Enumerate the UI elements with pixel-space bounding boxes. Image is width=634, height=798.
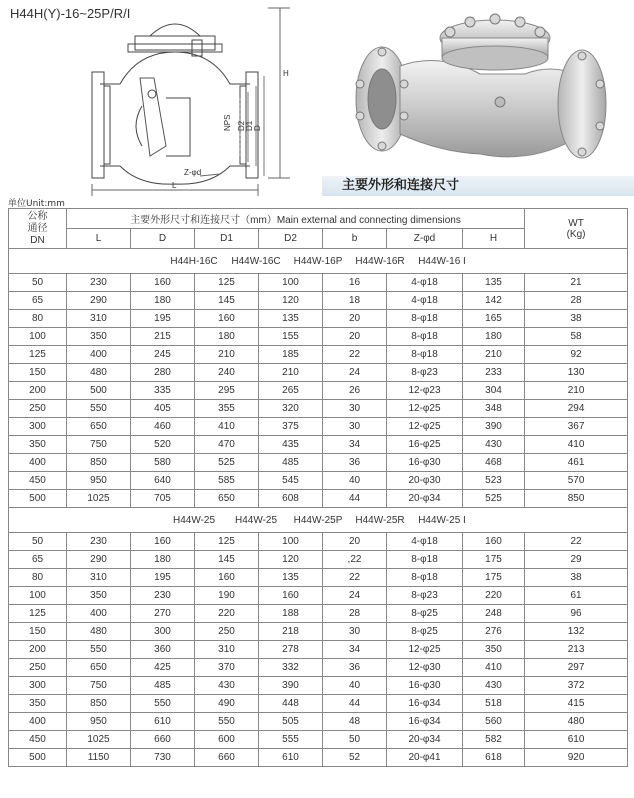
table-cell: 12-φ25	[387, 641, 463, 659]
table-cell: 8-φ18	[387, 569, 463, 587]
table-cell: 250	[9, 400, 67, 418]
table-cell: 545	[259, 472, 323, 490]
table-cell: 280	[131, 364, 195, 382]
table-cell: 304	[463, 382, 525, 400]
table-cell: 660	[195, 749, 259, 767]
table-cell: 390	[463, 418, 525, 436]
table-cell: 165	[463, 310, 525, 328]
table-cell: 44	[323, 490, 387, 508]
table-cell: 22	[323, 569, 387, 587]
table-cell: 96	[525, 605, 628, 623]
table-row	[9, 605, 628, 623]
table-cell: 36	[323, 659, 387, 677]
table-cell: 135	[259, 310, 323, 328]
table-cell: 500	[67, 382, 131, 400]
table-cell: 240	[195, 364, 259, 382]
table-cell: 448	[259, 695, 323, 713]
table-cell: 135	[463, 274, 525, 292]
table-cell: 523	[463, 472, 525, 490]
table-cell: 8-φ23	[387, 364, 463, 382]
table-cell: 400	[9, 454, 67, 472]
table-row	[9, 551, 628, 569]
table-cell: 430	[463, 436, 525, 454]
table-cell: 50	[9, 533, 67, 551]
table-cell: 485	[131, 677, 195, 695]
table-cell: 125	[195, 533, 259, 551]
table-cell: 16-φ30	[387, 677, 463, 695]
model-label: H44H-16C	[170, 255, 218, 267]
table-row	[9, 695, 628, 713]
table-cell: 18	[323, 292, 387, 310]
table-cell: 160	[131, 274, 195, 292]
col-header-h: H	[463, 229, 525, 249]
table-cell: 461	[525, 454, 628, 472]
table-cell: 175	[463, 551, 525, 569]
table-cell: 350	[463, 641, 525, 659]
dn-header: 公称 通径 DN	[9, 209, 67, 249]
table-cell: 160	[131, 533, 195, 551]
table-cell: 505	[259, 713, 323, 731]
model-group-cell	[9, 249, 628, 274]
table-cell: 450	[9, 472, 67, 490]
table-cell: 160	[463, 533, 525, 551]
table-cell: 16-φ34	[387, 695, 463, 713]
table-cell: 500	[9, 490, 67, 508]
table-cell: 100	[259, 533, 323, 551]
unit-label: 单位Unit:mm	[8, 199, 65, 209]
table-cell: 142	[463, 292, 525, 310]
table-cell: 350	[9, 695, 67, 713]
table-cell: 24	[323, 587, 387, 605]
table-cell: 410	[525, 436, 628, 454]
table-cell: 430	[463, 677, 525, 695]
table-cell: 300	[131, 623, 195, 641]
table-cell: 40	[323, 677, 387, 695]
table-cell: 468	[463, 454, 525, 472]
table-cell: 8-φ18	[387, 328, 463, 346]
table-cell: 950	[67, 472, 131, 490]
table-cell: 582	[463, 731, 525, 749]
table-cell: 570	[525, 472, 628, 490]
table-row	[9, 436, 628, 454]
table-cell: 65	[9, 292, 67, 310]
model-label: H44W-25R	[355, 514, 405, 526]
table-cell: 610	[259, 749, 323, 767]
table-cell: 485	[259, 454, 323, 472]
table-cell: 20	[323, 328, 387, 346]
table-cell: 20-φ34	[387, 731, 463, 749]
table-cell: 22	[323, 346, 387, 364]
table-cell: 20-φ41	[387, 749, 463, 767]
table-row	[9, 346, 628, 364]
weight-header: WT (Kg)	[525, 209, 628, 249]
model-label: H44W-25 I	[418, 514, 466, 526]
table-cell: 435	[259, 436, 323, 454]
table-cell: 215	[131, 328, 195, 346]
table-cell: 21	[525, 274, 628, 292]
table-cell: 425	[131, 659, 195, 677]
table-cell: 230	[67, 274, 131, 292]
table-cell: 125	[9, 605, 67, 623]
table-row	[9, 400, 628, 418]
table-cell: 618	[463, 749, 525, 767]
table-cell: 28	[323, 605, 387, 623]
table-row	[9, 623, 628, 641]
table-cell: 660	[131, 731, 195, 749]
table-cell: 188	[259, 605, 323, 623]
table-cell: 550	[67, 641, 131, 659]
table-cell: 210	[259, 364, 323, 382]
table-cell: 58	[525, 328, 628, 346]
table-cell: 8-φ23	[387, 587, 463, 605]
table-cell: 20-φ30	[387, 472, 463, 490]
table-cell: 320	[259, 400, 323, 418]
model-label: H44W-25P	[293, 514, 343, 526]
table-cell: 300	[9, 418, 67, 436]
table-cell: 20-φ34	[387, 490, 463, 508]
table-cell: 34	[323, 641, 387, 659]
table-cell: 40	[323, 472, 387, 490]
dim-label-l: L	[172, 181, 177, 190]
valve-section-drawing	[80, 6, 320, 196]
table-row	[9, 454, 628, 472]
table-cell: 560	[463, 713, 525, 731]
col-header-d2: D2	[259, 229, 323, 249]
table-cell: 34	[323, 436, 387, 454]
table-cell: 218	[259, 623, 323, 641]
table-cell: 348	[463, 400, 525, 418]
table-cell: 372	[525, 677, 628, 695]
table-cell: 180	[131, 551, 195, 569]
table-cell: 300	[9, 677, 67, 695]
dim-label-d1: D1	[245, 120, 254, 131]
table-cell: 160	[195, 569, 259, 587]
table-cell: 16	[323, 274, 387, 292]
table-cell: 155	[259, 328, 323, 346]
table-cell: 8-φ25	[387, 623, 463, 641]
table-row	[9, 677, 628, 695]
table-cell: 48	[323, 713, 387, 731]
table-row	[9, 749, 628, 767]
table-cell: 38	[525, 569, 628, 587]
table-cell: 160	[195, 310, 259, 328]
table-cell: 920	[525, 749, 628, 767]
table-cell: 750	[67, 677, 131, 695]
table-cell: 28	[525, 292, 628, 310]
table-cell: 310	[195, 641, 259, 659]
table-cell: 4-φ18	[387, 292, 463, 310]
table-cell: 175	[463, 569, 525, 587]
table-cell: 355	[195, 400, 259, 418]
table-cell: 270	[131, 605, 195, 623]
table-cell: 335	[131, 382, 195, 400]
table-cell: 220	[463, 587, 525, 605]
table-cell: 250	[195, 623, 259, 641]
table-cell: 350	[67, 328, 131, 346]
table-row	[9, 713, 628, 731]
model-group-cell	[9, 508, 628, 533]
table-cell: 400	[67, 605, 131, 623]
model-label: H44W-25	[234, 514, 278, 526]
dim-label-d: D	[253, 125, 262, 131]
table-cell: 525	[463, 490, 525, 508]
model-label: H44W-25	[172, 514, 216, 526]
table-cell: 450	[9, 731, 67, 749]
table-cell: 12-φ23	[387, 382, 463, 400]
table-cell: 233	[463, 364, 525, 382]
table-cell: 730	[131, 749, 195, 767]
table-cell: 210	[525, 382, 628, 400]
col-header-z-d: Z-φd	[387, 229, 463, 249]
table-cell: 610	[131, 713, 195, 731]
table-cell: 92	[525, 346, 628, 364]
model-group-row	[9, 249, 628, 274]
table-cell: 50	[323, 731, 387, 749]
table-cell: 50	[9, 274, 67, 292]
table-cell: 210	[195, 346, 259, 364]
table-cell: 145	[195, 292, 259, 310]
table-cell: 1150	[67, 749, 131, 767]
table-cell: 410	[463, 659, 525, 677]
col-header-d1: D1	[195, 229, 259, 249]
table-cell: 555	[259, 731, 323, 749]
table-cell: 16-φ34	[387, 713, 463, 731]
dimension-table	[8, 208, 628, 767]
table-cell: 160	[259, 587, 323, 605]
table-cell: 850	[67, 454, 131, 472]
model-label: H44W-16 I	[418, 255, 466, 267]
table-cell: 80	[9, 569, 67, 587]
table-cell: 20	[323, 533, 387, 551]
table-cell: 8-φ18	[387, 551, 463, 569]
table-cell: 250	[9, 659, 67, 677]
table-cell: 490	[195, 695, 259, 713]
table-cell: 518	[463, 695, 525, 713]
table-row	[9, 292, 628, 310]
table-cell: 20	[323, 310, 387, 328]
table-cell: 400	[9, 713, 67, 731]
dim-label-h: H	[283, 69, 289, 78]
table-cell: 8-φ25	[387, 605, 463, 623]
table-cell: 295	[195, 382, 259, 400]
dimensions-caption: 主要外形和连接尺寸	[322, 176, 634, 196]
table-cell: 230	[67, 533, 131, 551]
model-label: H44W-16R	[355, 255, 405, 267]
col-header-d: D	[131, 229, 195, 249]
table-cell: 248	[463, 605, 525, 623]
table-cell: 80	[9, 310, 67, 328]
table-cell: 400	[67, 346, 131, 364]
table-row	[9, 472, 628, 490]
col-header-l: L	[67, 229, 131, 249]
table-cell: ,22	[323, 551, 387, 569]
table-row	[9, 418, 628, 436]
table-row	[9, 533, 628, 551]
table-cell: 550	[131, 695, 195, 713]
table-cell: 1025	[67, 731, 131, 749]
table-cell: 150	[9, 364, 67, 382]
table-cell: 200	[9, 641, 67, 659]
table-cell: 12-φ30	[387, 659, 463, 677]
table-cell: 230	[131, 587, 195, 605]
table-cell: 430	[195, 677, 259, 695]
table-cell: 470	[195, 436, 259, 454]
table-cell: 480	[525, 713, 628, 731]
table-cell: 44	[323, 695, 387, 713]
table-cell: 245	[131, 346, 195, 364]
table-cell: 310	[67, 310, 131, 328]
table-row	[9, 490, 628, 508]
table-cell: 480	[67, 623, 131, 641]
product-model-title: H44H(Y)-16~25P/R/I	[10, 6, 131, 21]
table-cell: 30	[323, 400, 387, 418]
table-cell: 120	[259, 551, 323, 569]
table-cell: 332	[259, 659, 323, 677]
table-cell: 520	[131, 436, 195, 454]
table-row	[9, 382, 628, 400]
table-cell: 290	[67, 292, 131, 310]
table-cell: 650	[195, 490, 259, 508]
table-cell: 132	[525, 623, 628, 641]
table-cell: 22	[525, 533, 628, 551]
table-cell: 650	[67, 418, 131, 436]
table-cell: 4-φ18	[387, 533, 463, 551]
model-label: H44W-16C	[231, 255, 281, 267]
table-cell: 500	[9, 749, 67, 767]
table-cell: 180	[463, 328, 525, 346]
table-cell: 180	[195, 328, 259, 346]
table-cell: 367	[525, 418, 628, 436]
table-cell: 600	[195, 731, 259, 749]
table-cell: 850	[525, 490, 628, 508]
table-cell: 950	[67, 713, 131, 731]
table-cell: 26	[323, 382, 387, 400]
main-dimensions-header: 主要外形尺寸和连接尺寸（mm）Main external and connecting dimensions	[67, 209, 525, 229]
table-cell: 185	[259, 346, 323, 364]
table-cell: 294	[525, 400, 628, 418]
table-cell: 276	[463, 623, 525, 641]
table-cell: 125	[195, 274, 259, 292]
table-cell: 65	[9, 551, 67, 569]
table-cell: 24	[323, 364, 387, 382]
table-cell: 100	[9, 587, 67, 605]
table-cell: 16-φ25	[387, 436, 463, 454]
dim-label-nps: NPS	[223, 114, 232, 131]
table-row	[9, 328, 628, 346]
table-cell: 610	[525, 731, 628, 749]
table-cell: 390	[259, 677, 323, 695]
model-label: H44W-16P	[293, 255, 343, 267]
table-cell: 16-φ30	[387, 454, 463, 472]
table-cell: 370	[195, 659, 259, 677]
col-header-b: b	[323, 229, 387, 249]
table-cell: 550	[67, 400, 131, 418]
table-cell: 8-φ18	[387, 310, 463, 328]
table-cell: 100	[9, 328, 67, 346]
table-cell: 290	[67, 551, 131, 569]
table-cell: 200	[9, 382, 67, 400]
model-group-row	[9, 508, 628, 533]
table-cell: 220	[195, 605, 259, 623]
table-cell: 405	[131, 400, 195, 418]
table-cell: 415	[525, 695, 628, 713]
table-cell: 125	[9, 346, 67, 364]
table-cell: 30	[323, 623, 387, 641]
table-cell: 480	[67, 364, 131, 382]
table-row	[9, 587, 628, 605]
table-cell: 213	[525, 641, 628, 659]
table-cell: 61	[525, 587, 628, 605]
valve-product-photo	[350, 4, 620, 174]
table-row	[9, 310, 628, 328]
table-cell: 1025	[67, 490, 131, 508]
table-cell: 750	[67, 436, 131, 454]
table-cell: 8-φ18	[387, 346, 463, 364]
table-cell: 36	[323, 454, 387, 472]
table-cell: 350	[67, 587, 131, 605]
table-cell: 38	[525, 310, 628, 328]
table-cell: 195	[131, 569, 195, 587]
table-cell: 525	[195, 454, 259, 472]
dim-label-z: Z-φd	[184, 168, 202, 177]
table-cell: 278	[259, 641, 323, 659]
table-cell: 4-φ18	[387, 274, 463, 292]
table-cell: 12-φ25	[387, 418, 463, 436]
table-row	[9, 731, 628, 749]
table-cell: 265	[259, 382, 323, 400]
table-cell: 190	[195, 587, 259, 605]
table-cell: 145	[195, 551, 259, 569]
table-row	[9, 641, 628, 659]
table-cell: 180	[131, 292, 195, 310]
table-cell: 608	[259, 490, 323, 508]
table-row	[9, 569, 628, 587]
table-cell: 130	[525, 364, 628, 382]
table-cell: 210	[463, 346, 525, 364]
table-cell: 360	[131, 641, 195, 659]
table-cell: 410	[195, 418, 259, 436]
table-cell: 705	[131, 490, 195, 508]
table-cell: 52	[323, 749, 387, 767]
table-cell: 100	[259, 274, 323, 292]
table-row	[9, 364, 628, 382]
table-cell: 375	[259, 418, 323, 436]
table-cell: 640	[131, 472, 195, 490]
table-cell: 850	[67, 695, 131, 713]
table-row	[9, 274, 628, 292]
table-cell: 120	[259, 292, 323, 310]
table-cell: 135	[259, 569, 323, 587]
table-cell: 550	[195, 713, 259, 731]
table-cell: 30	[323, 418, 387, 436]
table-cell: 350	[9, 436, 67, 454]
table-row	[9, 659, 628, 677]
table-cell: 12-φ25	[387, 400, 463, 418]
table-cell: 150	[9, 623, 67, 641]
table-cell: 195	[131, 310, 195, 328]
table-cell: 585	[195, 472, 259, 490]
table-cell: 580	[131, 454, 195, 472]
table-cell: 29	[525, 551, 628, 569]
dim-label-d2: D2	[237, 120, 246, 131]
table-cell: 297	[525, 659, 628, 677]
table-cell: 650	[67, 659, 131, 677]
table-cell: 310	[67, 569, 131, 587]
table-cell: 460	[131, 418, 195, 436]
